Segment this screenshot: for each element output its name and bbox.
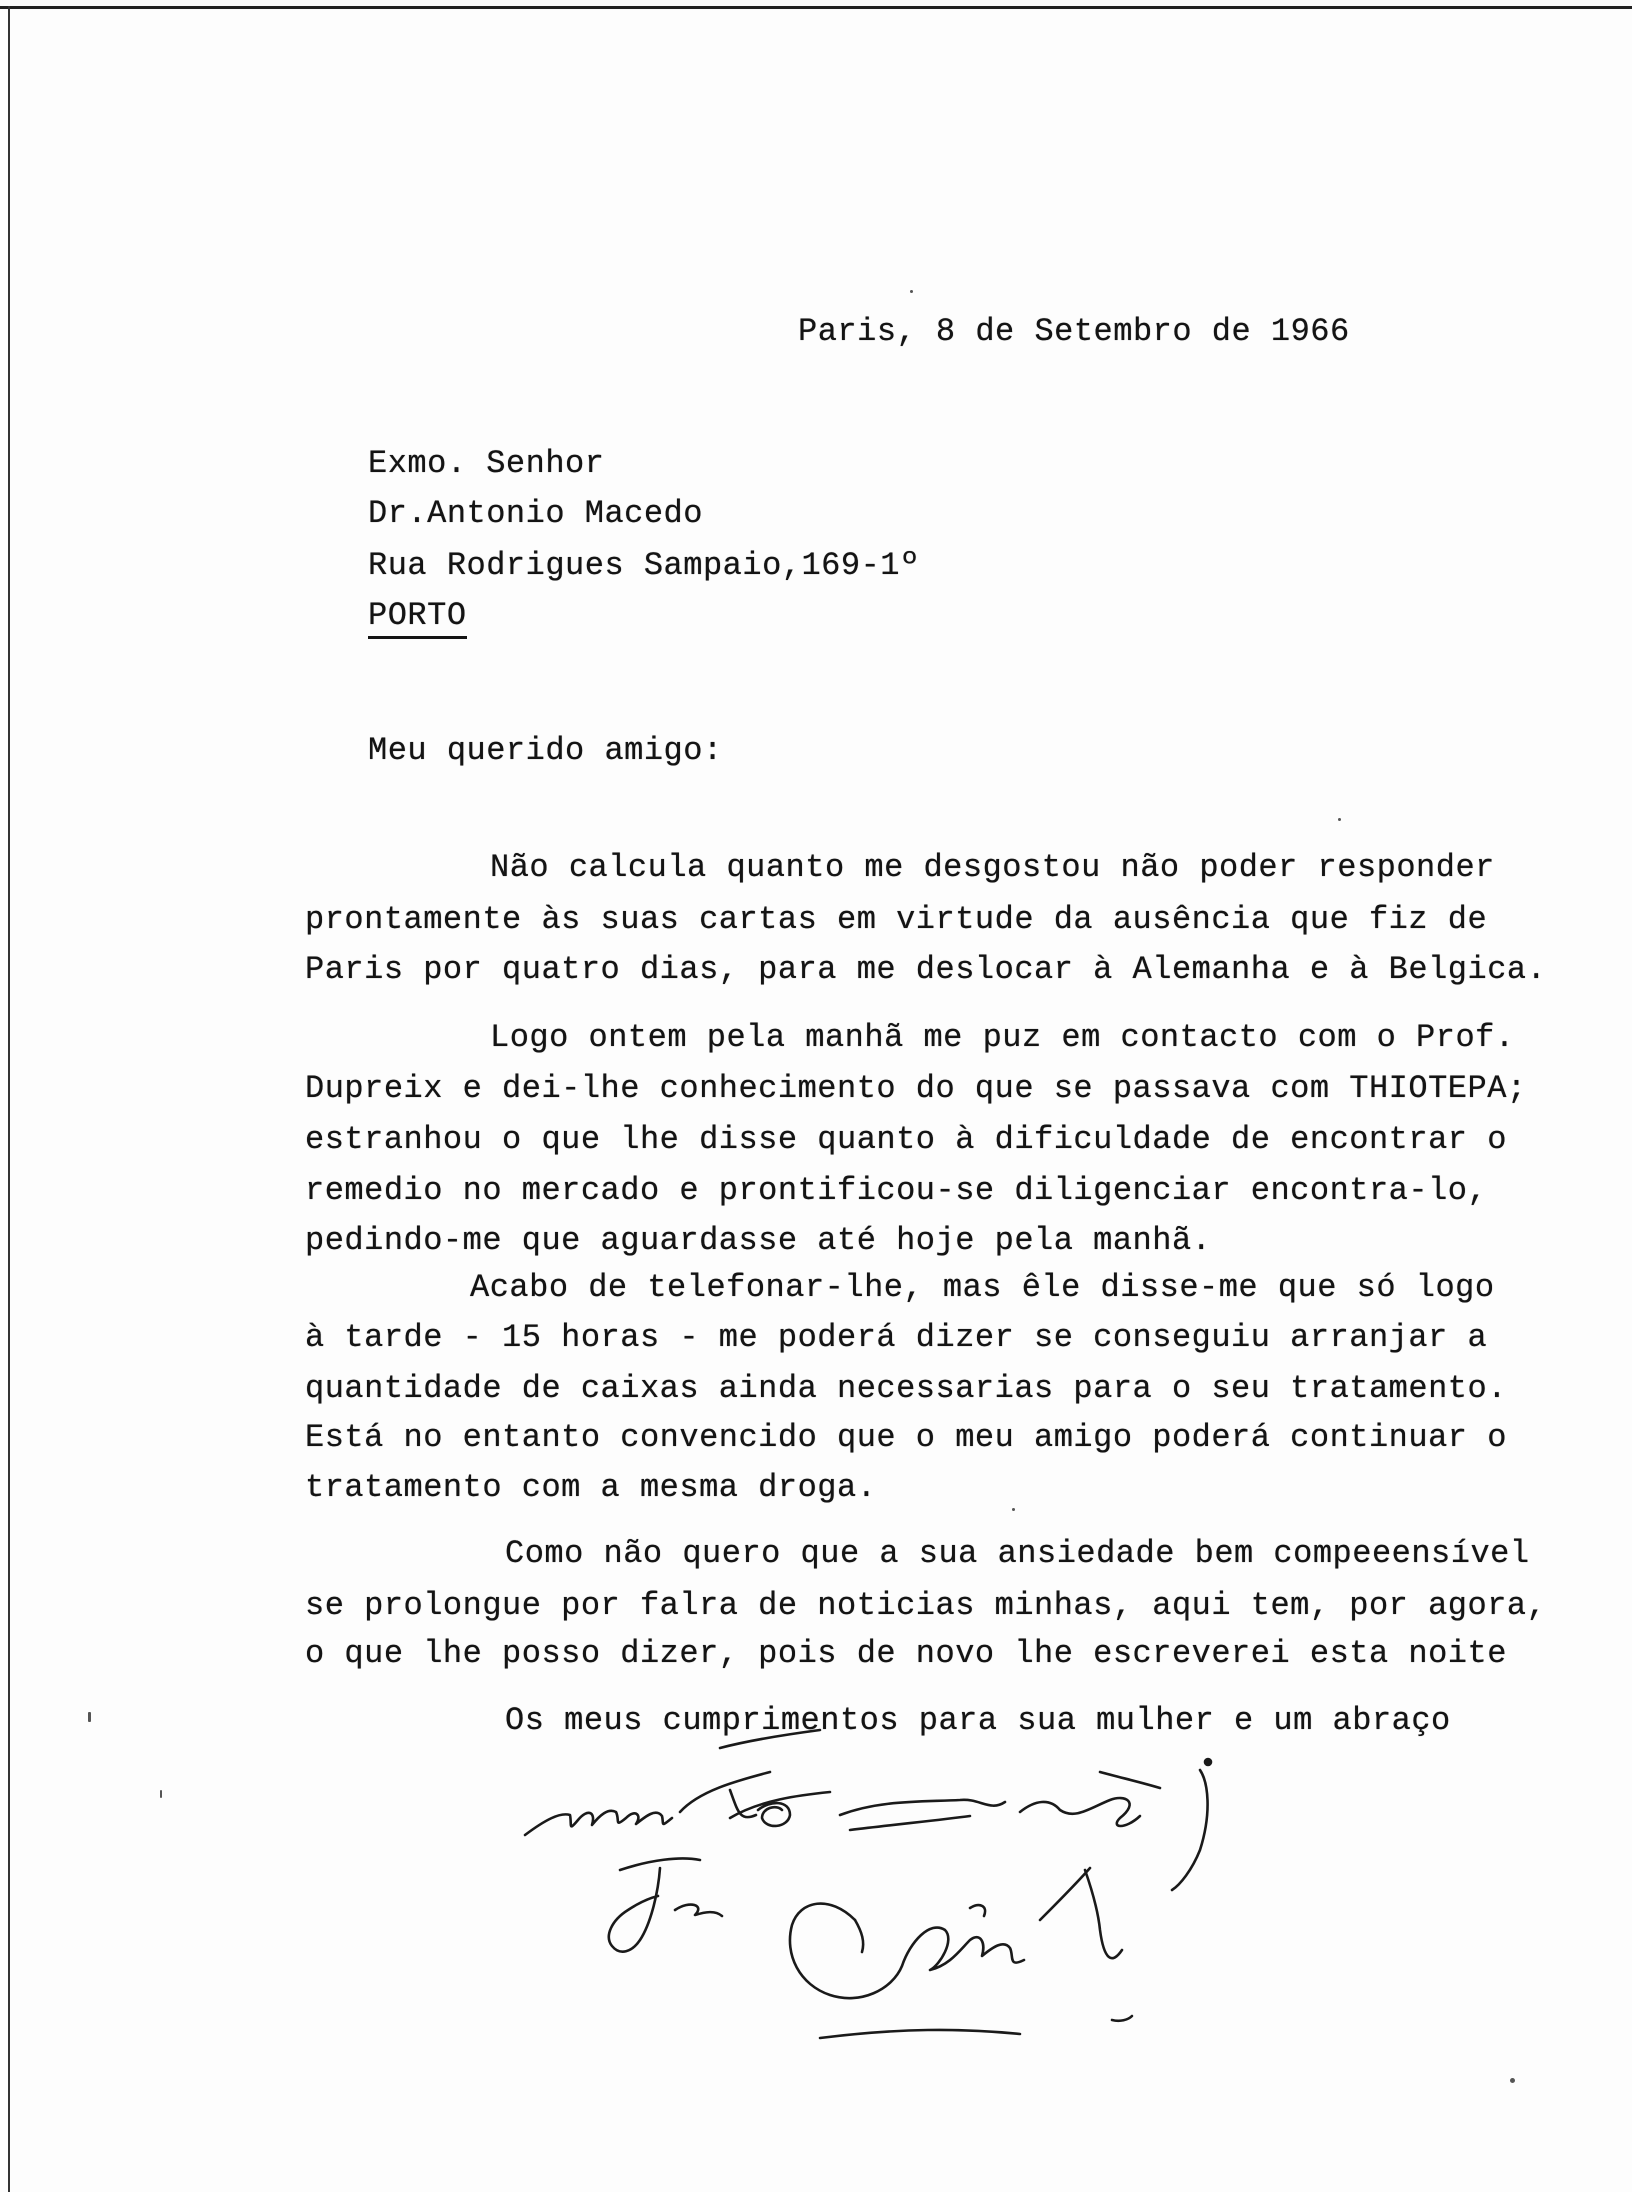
body-line: Dupreix e dei-lhe conhecimento do que se passava com THIOTEPA; (305, 1070, 1527, 1107)
ink-speck (88, 1712, 91, 1722)
body-line: Logo ontem pela manhã me puz em contacto com o Prof. (490, 1019, 1515, 1056)
body-line: Como não quero que a sua ansiedade bem compeeensível (505, 1535, 1530, 1572)
ink-speck (1012, 1508, 1015, 1511)
ink-speck (160, 1790, 162, 1798)
ink-speck (910, 290, 913, 293)
address-line-1: Exmo. Senhor (368, 445, 605, 482)
body-line: tratamento com a mesma droga. (305, 1469, 877, 1506)
body-line: pedindo-me que aguardasse até hoje pela manhã. (305, 1222, 1212, 1259)
body-line: se prolongue por falra de noticias minhas, aqui tem, por agora, (305, 1587, 1547, 1624)
handwritten-signature (500, 1720, 1500, 2060)
body-line: Está no entanto convencido que o meu amigo poderá continuar o (305, 1419, 1507, 1456)
body-line: o que lhe posso dizer, pois de novo lhe escreverei esta noite (305, 1635, 1507, 1672)
body-line: à tarde - 15 horas - me poderá dizer se conseguiu arranjar a (305, 1319, 1488, 1356)
page-top-edge (0, 6, 1632, 9)
body-line: Acabo de telefonar-lhe, mas êle disse-me que só logo (470, 1269, 1495, 1306)
body-line: prontamente às suas cartas em virtude da ausência que fiz de (305, 901, 1488, 938)
address-line-4: PORTO (368, 600, 467, 639)
body-line: Não calcula quanto me desgostou não poder responder (490, 849, 1495, 886)
date-line: Paris, 8 de Setembro de 1966 (798, 313, 1350, 350)
body-line: remedio no mercado e prontificou-se diligenciar encontra-lo, (305, 1172, 1488, 1209)
body-line: estranhou o que lhe disse quanto à dificuldade de encontrar o (305, 1121, 1507, 1158)
address-line-2: Dr.Antonio Macedo (368, 495, 703, 532)
ink-speck (1510, 2078, 1515, 2083)
body-line: quantidade de caixas ainda necessarias para o seu tratamento. (305, 1370, 1507, 1407)
ink-speck (1338, 818, 1341, 821)
salutation: Meu querido amigo: (368, 732, 723, 769)
body-line: Paris por quatro dias, para me deslocar à Alemanha e à Belgica. (305, 951, 1547, 988)
address-line-3: Rua Rodrigues Sampaio,169-1º (368, 547, 920, 584)
closing-line: Os meus cumprimentos para sua mulher e um abraço (505, 1702, 1451, 1739)
page-left-edge (8, 6, 10, 2192)
